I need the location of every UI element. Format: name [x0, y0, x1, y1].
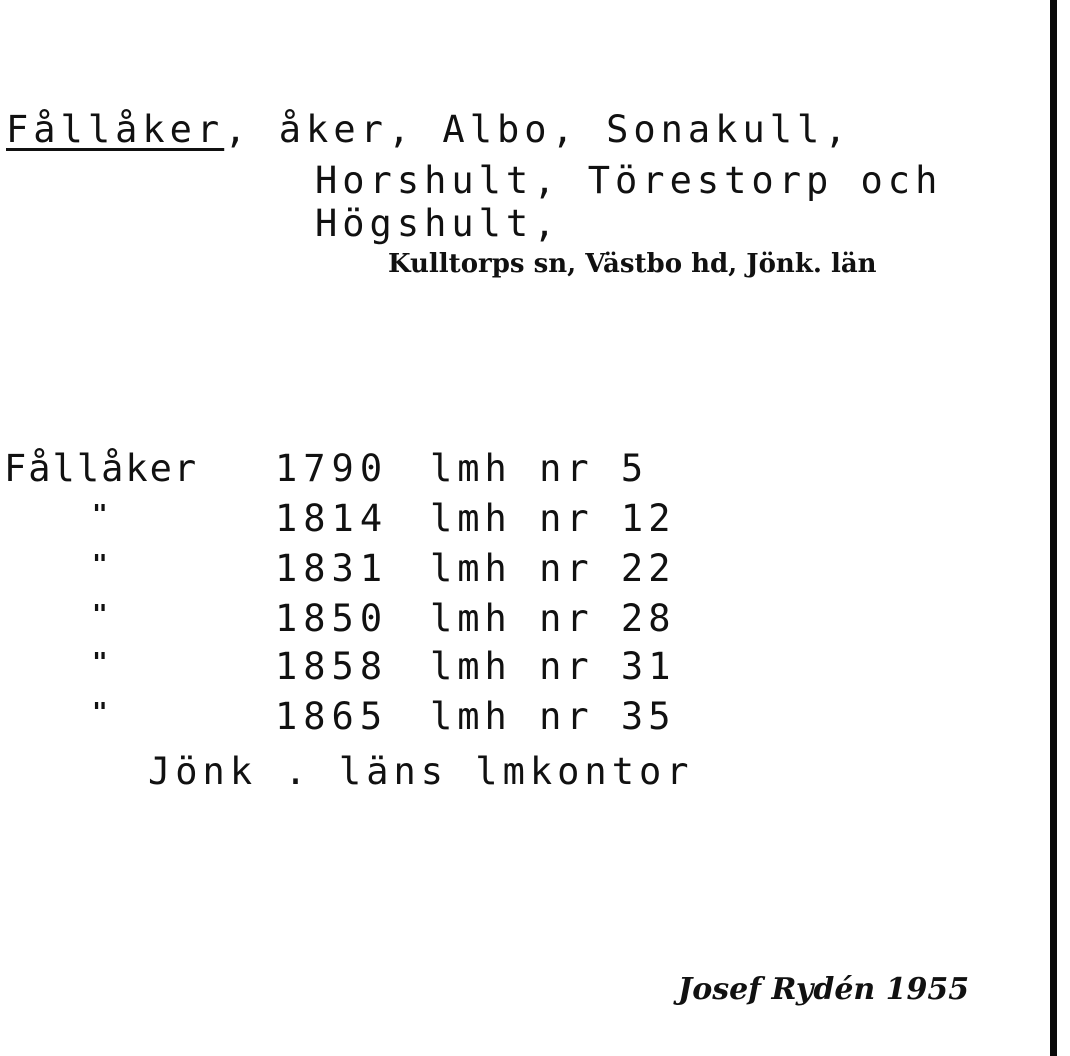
card-edge-line	[1050, 0, 1057, 1056]
record-year: 1831	[275, 547, 389, 590]
record-year: 1865	[275, 695, 389, 738]
record-reference: lmh nr 5	[430, 447, 649, 490]
ditto-mark: "	[92, 648, 108, 678]
record-row	[0, 495, 760, 543]
record-name: Fållåker	[4, 447, 199, 490]
author-signature: Josef Rydén 1955	[678, 972, 970, 1007]
headword: Fållåker	[6, 108, 225, 151]
heading-line-1	[6, 110, 852, 150]
heading-line-3: Högshult,	[315, 202, 561, 245]
administrative-location: Kulltorps sn, Västbo hd, Jönk. län	[388, 249, 877, 279]
source-archive: Jönk . läns lmkontor	[148, 750, 694, 793]
record-year: 1858	[275, 645, 389, 688]
record-reference: lmh nr 12	[430, 497, 676, 540]
record-reference: lmh nr 28	[430, 597, 676, 640]
heading-rest: , åker, Albo, Sonakull,	[224, 108, 852, 151]
record-row	[0, 545, 760, 593]
ditto-mark: "	[92, 600, 108, 630]
record-row	[0, 595, 760, 643]
record-reference: lmh nr 22	[430, 547, 676, 590]
record-year: 1850	[275, 597, 389, 640]
record-year: 1814	[275, 497, 389, 540]
ditto-mark: "	[92, 500, 108, 530]
record-year: 1790	[275, 447, 389, 490]
record-row	[0, 693, 760, 741]
record-row	[0, 643, 760, 691]
ditto-mark: "	[92, 698, 108, 728]
record-reference: lmh nr 31	[430, 645, 676, 688]
heading-line-2: Horshult, Törestorp och	[315, 159, 943, 202]
record-reference: lmh nr 35	[430, 695, 676, 738]
ditto-mark: "	[92, 550, 108, 580]
record-row	[0, 445, 760, 493]
